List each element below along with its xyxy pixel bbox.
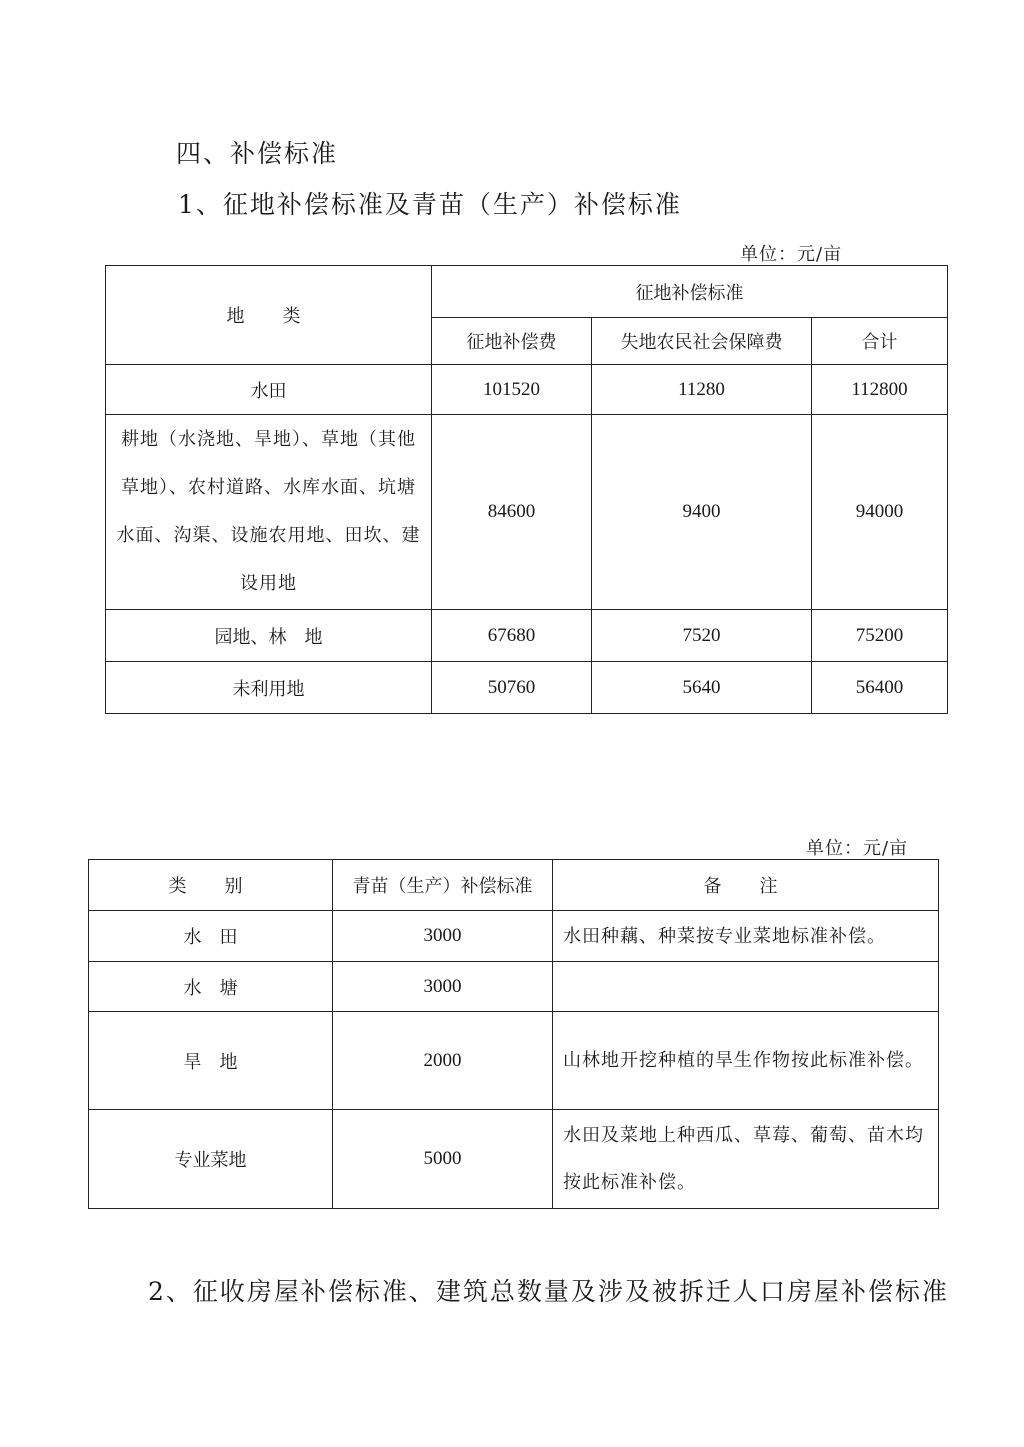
compensation-fee-cell: 67680 xyxy=(432,610,592,662)
table-row xyxy=(89,962,939,1012)
land-type-cell: 水田 xyxy=(106,365,432,415)
land-type-cell: 耕地（水浇地、旱地）、草地（其他草地）、农村道路、水库水面、坑塘水面、沟渠、设施农用地、田坎、建设用地 xyxy=(106,415,432,610)
standard-cell: 2000 xyxy=(333,1012,553,1110)
remark-cell: 水田及菜地上种西瓜、草莓、葡萄、苗木均按此标准补偿。 xyxy=(553,1110,939,1209)
category-cell: 水 田 xyxy=(89,911,333,962)
subsection-title-2: 2、征收房屋补偿标准、建筑总数量及涉及被拆迁人口房屋补偿标准 xyxy=(148,1277,949,1306)
compensation-fee-cell: 84600 xyxy=(432,415,592,610)
compensation-fee-cell: 101520 xyxy=(432,365,592,415)
social-security-cell: 7520 xyxy=(592,610,812,662)
table-row xyxy=(89,1110,939,1209)
header-category: 类 别 xyxy=(89,860,333,911)
header-social-security-fee: 失地农民社会保障费 xyxy=(592,318,812,365)
header-remarks: 备 注 xyxy=(553,860,939,911)
category-cell: 水 塘 xyxy=(89,962,333,1012)
remark-cell: 水田种藕、种菜按专业菜地标准补偿。 xyxy=(553,911,939,962)
total-cell: 75200 xyxy=(812,610,948,662)
remark-cell: 山林地开挖种植的旱生作物按此标准补偿。 xyxy=(553,1012,939,1110)
social-security-cell: 5640 xyxy=(592,662,812,714)
section-title: 四、补偿标准 xyxy=(176,139,339,168)
total-cell: 112800 xyxy=(812,365,948,415)
header-total: 合计 xyxy=(812,318,948,365)
total-cell: 94000 xyxy=(812,415,948,610)
compensation-fee-cell: 50760 xyxy=(432,662,592,714)
header-land-type: 地 类 xyxy=(106,266,432,365)
total-cell: 56400 xyxy=(812,662,948,714)
standard-cell: 3000 xyxy=(333,911,553,962)
table2-unit-label: 单位：元/亩 xyxy=(806,838,909,859)
table-row xyxy=(106,365,948,415)
category-cell: 专业菜地 xyxy=(89,1110,333,1209)
social-security-cell: 9400 xyxy=(592,415,812,610)
category-cell: 旱 地 xyxy=(89,1012,333,1110)
table-row xyxy=(89,1012,939,1110)
table-row xyxy=(89,911,939,962)
table1-unit-label: 单位：元/亩 xyxy=(740,244,843,265)
header-compensation-fee: 征地补偿费 xyxy=(432,318,592,365)
remark-cell xyxy=(553,962,939,1012)
land-type-cell: 园地、林 地 xyxy=(106,610,432,662)
social-security-cell: 11280 xyxy=(592,365,812,415)
table-row xyxy=(106,662,948,714)
crop-compensation-table xyxy=(88,859,939,1209)
land-compensation-table xyxy=(105,265,948,714)
standard-cell: 5000 xyxy=(333,1110,553,1209)
header-crop-standard: 青苗（生产）补偿标准 xyxy=(333,860,553,911)
land-type-cell: 未利用地 xyxy=(106,662,432,714)
subsection-title-1: 1、征地补偿标准及青苗（生产）补偿标准 xyxy=(178,190,682,219)
table-row xyxy=(106,415,948,610)
standard-cell: 3000 xyxy=(333,962,553,1012)
table-row xyxy=(106,610,948,662)
header-compensation-group: 征地补偿标准 xyxy=(432,266,948,318)
